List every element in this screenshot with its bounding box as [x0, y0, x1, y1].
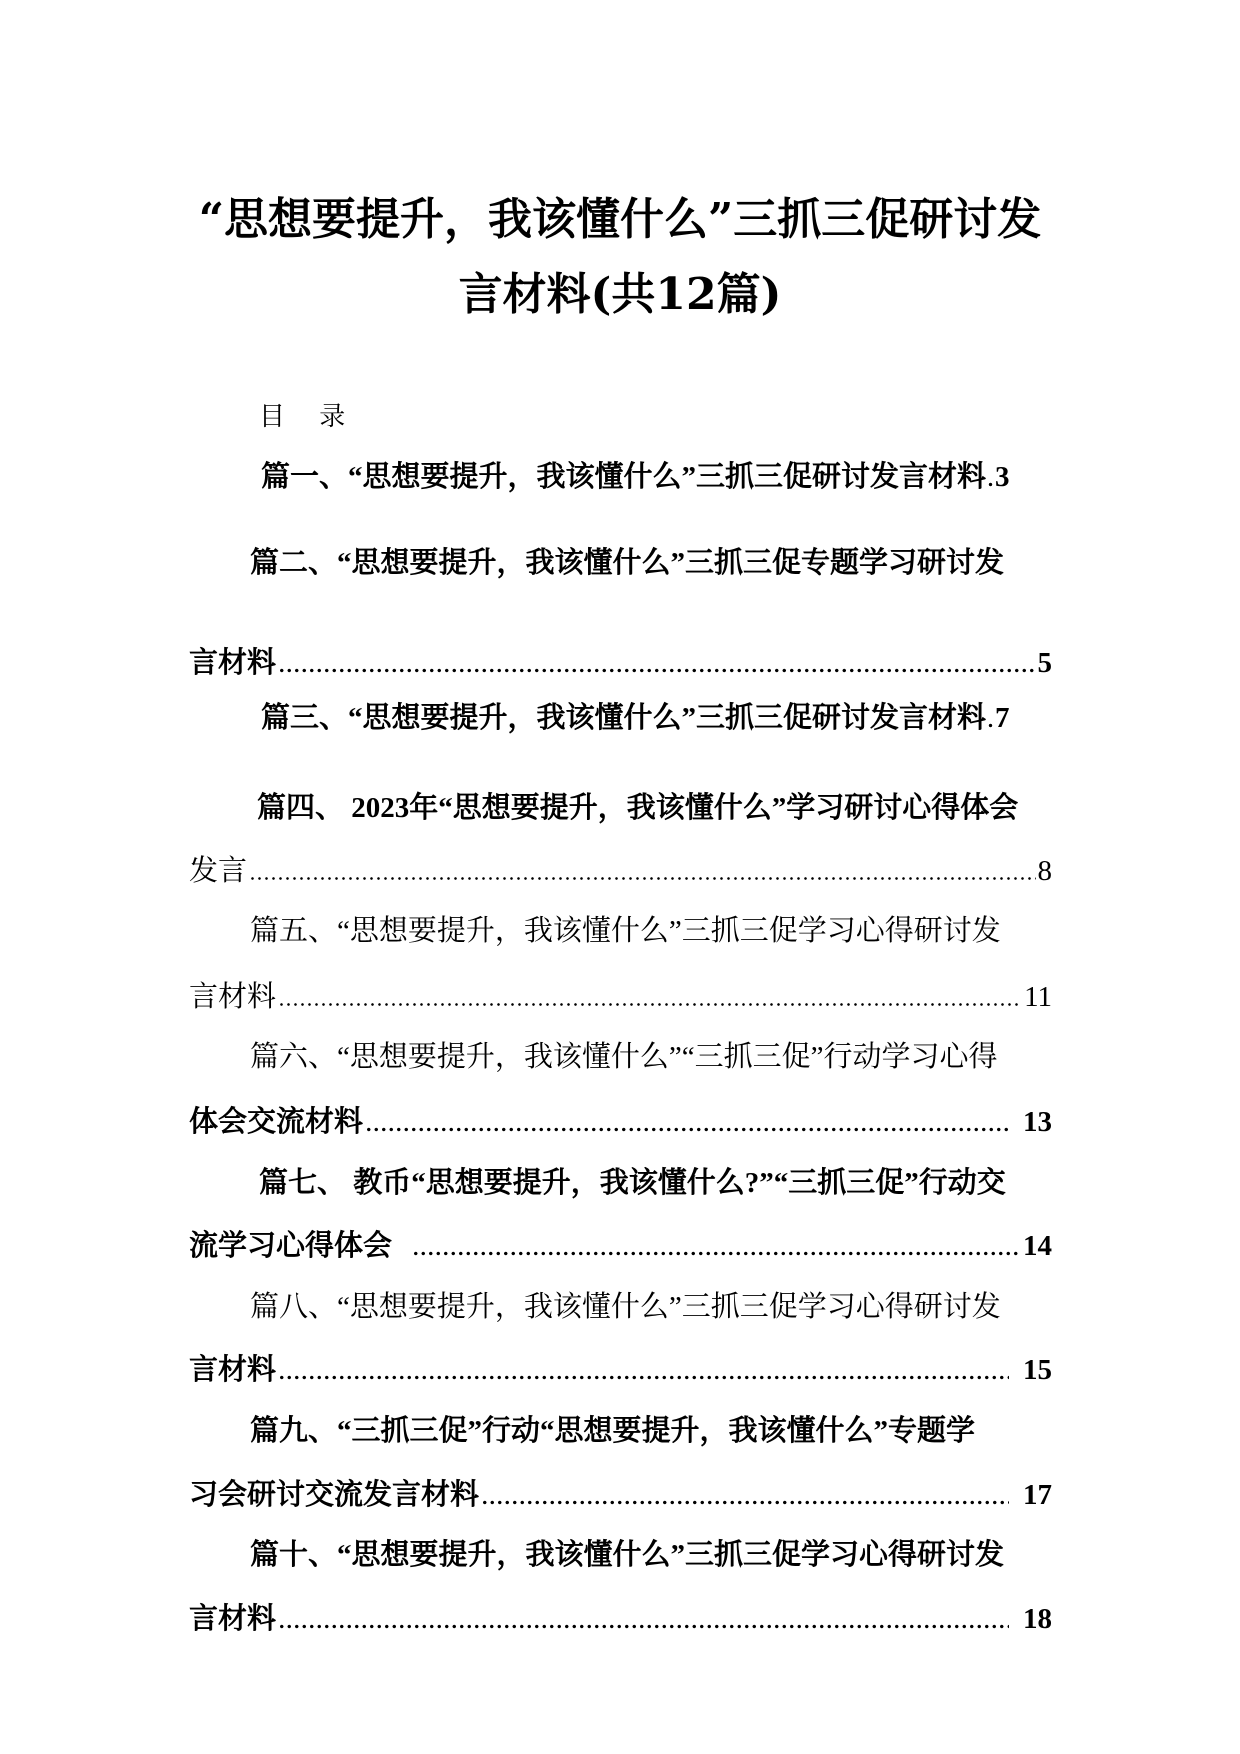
toc-page-number: 8 — [1037, 855, 1052, 887]
toc-entry-title-continued: 体会交流材料 — [189, 1106, 364, 1138]
toc-entry-title: 篇二、“思想要提升，我该懂什么”三抓三促专题学习研讨发 — [250, 547, 1005, 579]
toc-entry-title: 篇三、“思想要提升，我该懂什么”三抓三促研讨发言材料 — [261, 702, 987, 734]
dot-leader — [278, 1603, 1009, 1635]
toc-entry-line — [189, 981, 1052, 1013]
toc-entry-title-continued: 发言 — [189, 855, 248, 887]
toc-entry-title: 篇六、“思想要提升，我该懂什么”“三抓三促”行动学习心得 — [250, 1041, 998, 1073]
toc-entry-line — [189, 1354, 1052, 1386]
toc-entry-title: 篇八、“思想要提升，我该懂什么”三抓三促学习心得研讨发 — [250, 1291, 1001, 1323]
toc-page-number: 17 — [1023, 1479, 1052, 1511]
toc-entry-title: 篇五、“思想要提升，我该懂什么”三抓三促学习心得研讨发 — [250, 915, 1001, 947]
toc-entry-line — [189, 647, 1052, 679]
toc-entry-line — [259, 1167, 1052, 1199]
dot-leader — [278, 1354, 1009, 1386]
toc-entry-line — [250, 1291, 1052, 1323]
toc-entry-line — [189, 855, 1052, 887]
toc-entry-title-continued: 流学习心得体会 — [189, 1230, 393, 1262]
toc-entry-line — [257, 792, 1052, 824]
toc-entry-title-continued: 习会研讨交流发言材料 — [189, 1479, 480, 1511]
toc-entry-line — [261, 461, 1052, 493]
toc-page-number: 5 — [1037, 647, 1052, 679]
document-title-line-2: 言材料(共12篇) — [458, 269, 782, 320]
toc-entry-title: 篇一、“思想要提升，我该懂什么”三抓三促研讨发言材料 — [261, 461, 987, 493]
dot-leader — [986, 461, 995, 493]
toc-page-number: 18 — [1023, 1603, 1052, 1635]
toc-entry-line — [189, 1230, 1052, 1262]
dot-leader — [481, 1479, 1009, 1511]
toc-entry-line — [261, 702, 1052, 734]
toc-entry-line — [189, 1603, 1052, 1635]
toc-entry-title-continued: 言材料 — [189, 1603, 277, 1635]
toc-entry-title: 篇七、 教币“思想要提升，我该懂什么?”“三抓三促”行动交 — [259, 1167, 1006, 1199]
toc-entry-line — [189, 1479, 1052, 1511]
toc-page-number: 3 — [995, 461, 1010, 493]
toc-entry-title: 篇十、“思想要提升，我该懂什么”三抓三促学习心得研讨发 — [250, 1539, 1005, 1571]
toc-page-number: 15 — [1023, 1354, 1052, 1386]
toc-entry-line — [250, 1041, 1052, 1073]
dot-leader — [278, 981, 1022, 1013]
toc-entry-title-continued: 言材料 — [189, 1354, 277, 1386]
dot-leader — [412, 1230, 1021, 1262]
toc-page-number: 13 — [1023, 1106, 1052, 1138]
toc-entry-title-continued: 言材料 — [189, 647, 277, 679]
toc-page-number: 7 — [995, 702, 1010, 734]
toc-entry-line — [250, 1539, 1052, 1571]
document-title-line-1: “思想要提升，我该懂什么”三抓三促研讨发 — [198, 194, 1042, 245]
toc-entry-line — [189, 1106, 1052, 1138]
dot-leader — [986, 702, 995, 734]
toc-page-number: 14 — [1023, 1230, 1052, 1262]
toc-entry-title: 篇九、“三抓三促”行动“思想要提升，我该懂什么”专题学 — [250, 1415, 976, 1447]
dot-leader — [249, 855, 1035, 887]
dot-leader — [278, 647, 1035, 679]
toc-entry-title-continued: 言材料 — [189, 981, 277, 1013]
toc-entry-line — [250, 547, 1052, 579]
toc-heading: 目 录 — [259, 402, 346, 432]
toc-page-number: 11 — [1024, 981, 1052, 1013]
dot-leader — [365, 1106, 1009, 1138]
toc-entry-line — [250, 1415, 1052, 1447]
toc-entry-title: 篇四、 2023年“思想要提升，我该懂什么”学习研讨心得体会 — [257, 792, 1019, 824]
toc-entry-line — [250, 915, 1052, 947]
